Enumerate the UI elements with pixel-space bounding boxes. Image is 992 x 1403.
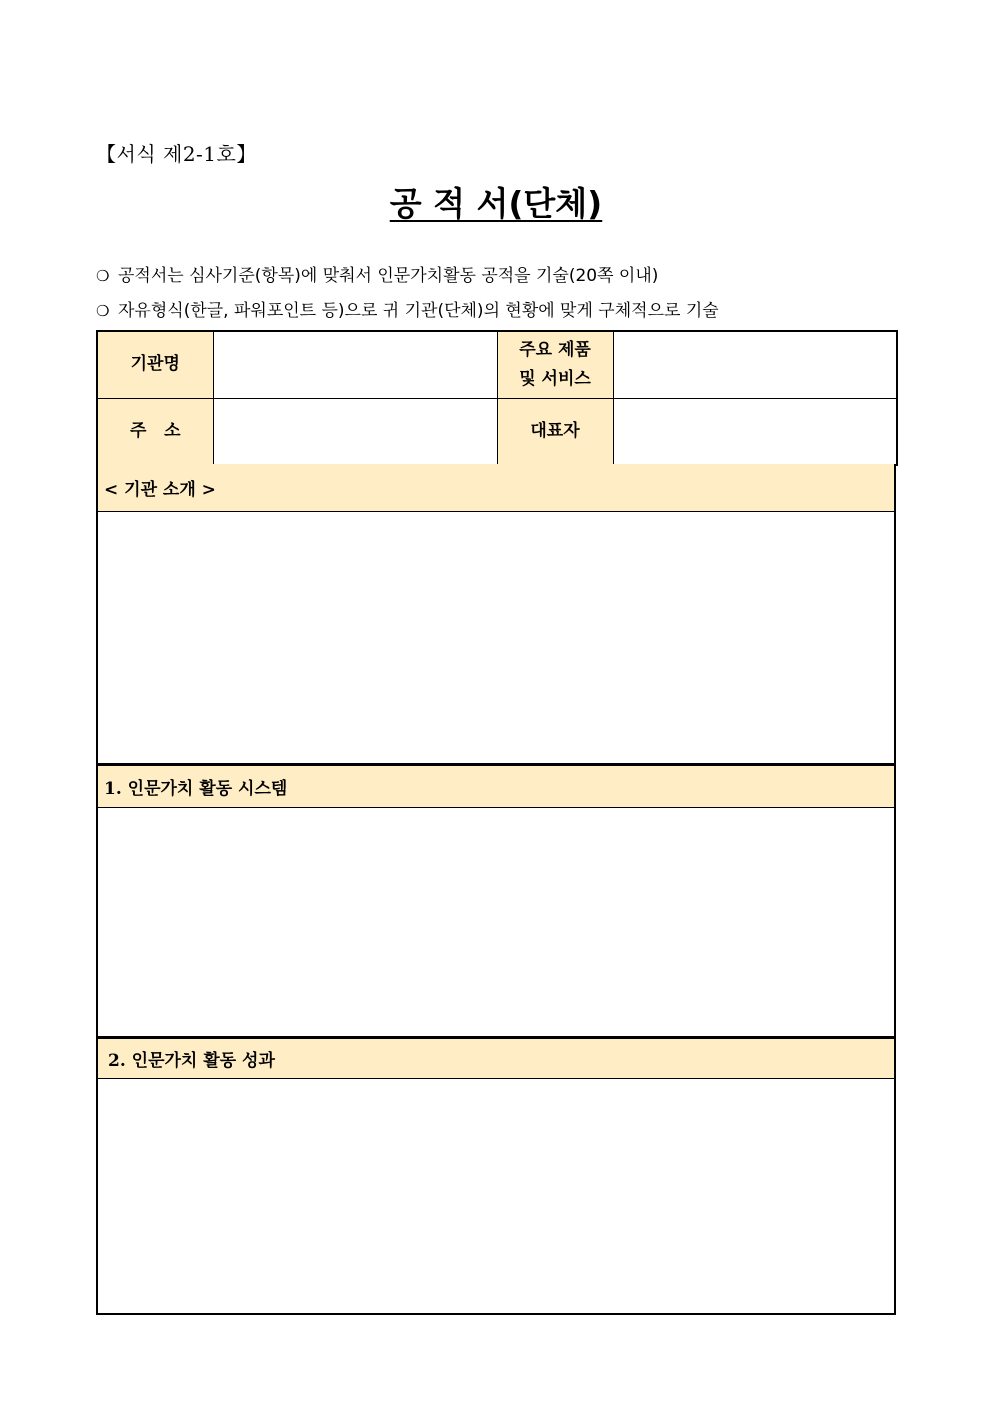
section-humanities-results [96,1038,896,1315]
org-name-field[interactable] [213,331,497,398]
address-label: 주 소 [97,398,213,465]
section-heading-org-introduction: < 기관 소개 > [98,464,894,512]
page-title: 공 적 서(단체) [389,184,603,223]
products-label-line1: 주요 제품 [519,339,591,360]
section-heading-humanities-system: 1. 인문가치 활동 시스템 [98,766,894,808]
section-org-introduction [96,464,896,765]
circle-bullet-icon: ❍ [96,267,110,285]
section-humanities-system [96,765,896,1038]
form-number: 【서식 제2-1호】 [96,142,257,166]
org-name-label: 기관명 [97,331,213,398]
section-heading-humanities-results: 2. 인문가치 활동 성과 [98,1039,894,1079]
representative-field[interactable] [613,398,897,465]
instruction-note-2 [96,296,719,321]
address-field[interactable] [213,398,497,465]
products-label-line2: 및 서비스 [519,368,591,389]
organization-info-table [96,330,898,466]
products-services-field[interactable] [613,331,897,398]
circle-bullet-icon: ❍ [96,302,110,320]
instruction-note-1 [96,261,658,286]
instruction-text-2: 자유형식(한글, 파워포인트 등)으로 귀 기관(단체)의 현황에 맞게 구체적으로 기술 [118,301,719,321]
representative-label: 대표자 [497,398,613,465]
products-services-label [497,331,613,398]
instruction-text-1: 공적서는 심사기준(항목)에 맞춰서 인문가치활동 공적을 기술(20쪽 이내) [118,266,659,286]
